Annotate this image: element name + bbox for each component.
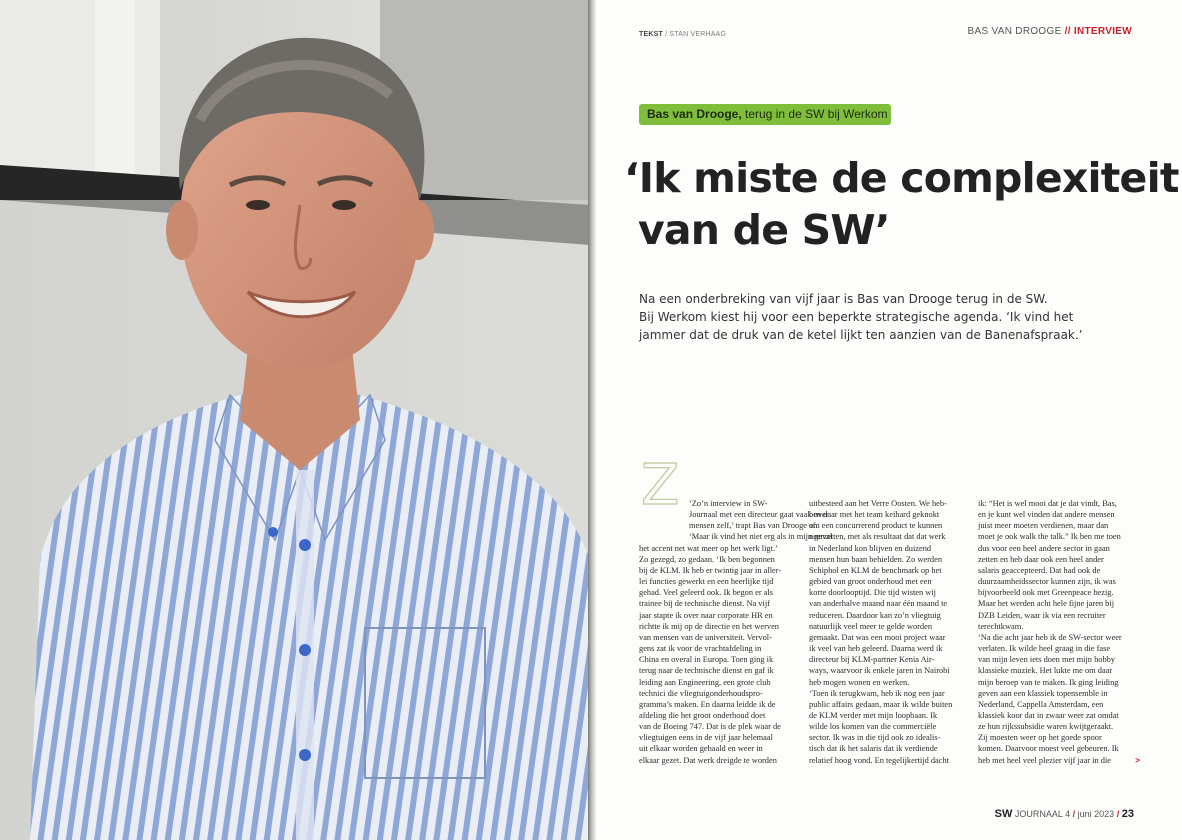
body-line: en je kunt wel vinden dat andere mensen [978,510,1115,520]
credit-slash: / [665,31,668,38]
body-column-2 [809,498,969,766]
body-line: trainee bij de technische dienst. Na vijf [639,599,770,609]
body-line: Zo gezegd, zo gedaan. ‘Ik ben begonnen [639,554,775,564]
body-line: Maar het werden acht hele fijne jaren bij [978,599,1115,609]
body-line: geven aan een klassiek topensemble in [978,688,1108,698]
body-line: korte doorlooptijd. Die tijd wisten wij [809,588,937,598]
body-line: dus voor een heel andere sector in gaan [978,543,1110,553]
footer-date: juni 2023 [1077,809,1115,819]
body-line: in Nederland kon blijven en duizend [809,543,932,553]
body-line: de KLM verder met mijn loopbaan. Ik [809,710,938,720]
body-line: afdeling die het groot onderhoud doet [639,710,766,720]
body-line: gramma’s maken. En daarna leidde ik de [639,699,776,709]
running-head-name: BAS VAN DROOGE [967,26,1062,37]
footer-journal: JOURNAAL 4 [1014,809,1071,819]
body-line: ‘Zo’n interview in SW- [689,499,768,508]
body-line: Zij moesten weer op het goede spoor [978,733,1102,743]
page-number: 23 [1121,808,1134,820]
body-line: Schiphol en KLM de benchmark op het [809,565,942,575]
body-line: het accent net wat meer op het werk ligt.’ [639,543,778,553]
subject-tag [639,104,891,125]
body-line: van mensen van de universiteit. Vervol- [639,632,772,642]
body-line: terug naar de technische dienst en gaf ik [639,666,774,676]
body-line: tisch dat ik het salaris dat ik verdiende [809,744,938,754]
page-footer [995,808,1134,820]
body-line: gens zat ik voor de vrachtafdeling in [639,644,762,654]
body-line: moet je ook walk the talk.” Ik ben me toen [978,532,1121,542]
body-line: mensen hun baan behielden. Zo werden [809,554,943,564]
author-credit [639,31,726,38]
body-line: lei functies gewerkt en een heerlijke tijd [639,577,774,587]
body-line: DZB Leiden, waar ik via een recruiter [978,610,1106,620]
body-line: ‘Toen ik terugkwam, heb ik nog een jaar [809,688,945,698]
subject-tag-name: Bas van Drooge, [647,107,742,121]
body-line: bij de KLM. Ik heb er twintig jaar in aller- [639,565,782,575]
body-line: relatief hoog vond. En tegelijkertijd dacht [809,755,950,765]
body-line: gebied van groot onderhoud met een [809,577,932,587]
body-line: ways, waarvoor ik enkele jaren in Nairobi [809,666,950,676]
body-line: sector. Ik was in die tijd ook zo idealis- [809,733,941,743]
body-column-3 [978,498,1140,766]
body-line: ik veel van heb geleerd. Daarna werd ik [809,644,943,654]
intro-line: jammer dat de druk van de ketel lijkt ten aanzien van de Banenafspraak.’ [639,328,1083,342]
body-line: elkaar gezet. Dat werk dreigde te worden [639,755,777,765]
running-head [968,26,1132,37]
body-line: salaris geaccepteerd. Dat had ook de [978,565,1101,575]
body-line: richtte ik mij op de directie en het werven [639,621,779,631]
dropcap-letter: Z [641,453,680,518]
body-line: mijn beroep van te maken. Ik ging leiding [978,677,1119,687]
intro-line: Bij Werkom kiest hij voor een beperkte strategische agenda. ‘Ik vind het [639,310,1074,324]
body-line: heb met heel veel plezier vijf jaar in die [978,755,1112,765]
footer-separator: / [1072,809,1076,819]
body-line: klassieke muziek. Het lukte me om daar [978,666,1113,676]
article-intro [639,290,1083,344]
body-line: klassiek koor dat in zwaar weer zat omdat [978,710,1119,720]
body-line: gemaakt. Dat was een mooi project waar [809,632,946,642]
body-line: bijvoorbeeld ook met Greenpeace bezig. [978,588,1114,598]
headline-line-1: ‘Ik miste de complexiteit [624,154,1179,202]
subject-tag-rest: terug in de SW bij Werkom [745,107,888,121]
body-line: ‘Na die acht jaar heb ik de SW-sector weer [978,632,1122,642]
body-line: natuurlijk veel meer te gelde worden [809,621,933,631]
body-line: uitbesteed aan het Verre Oosten. We heb- [809,499,947,508]
body-line: van de Boeing 747. Dat is de plek waar de [639,722,781,732]
portrait-illustration [0,0,590,840]
body-line: wilde los komen van die commerciële [809,722,937,732]
body-line: van anderhalve maand naar één maand te [809,599,948,609]
body-line: terechtkwam. [978,621,1024,631]
continue-marker: > [1135,754,1140,765]
body-line: reduceren. Daardoor kan zo’n vliegtuig [809,610,941,620]
body-line: gehad. Veel geleerd ook. Ik begon er als [639,588,774,598]
footer-separator: / [1116,809,1120,819]
credit-label: TEKST [639,31,663,38]
intro-line: Na een onderbreking van vijf jaar is Bas van Drooge terug in de SW. [639,292,1048,306]
headline-line-2: van de SW’ [638,206,890,254]
body-column-1 [639,498,833,766]
body-line: komen. Daarvoor moest veel gebeuren. Ik [978,744,1119,754]
body-line: directeur bij KLM-partner Kenia Air- [809,655,935,665]
body-line: uit elkaar worden gehaald en weer in [639,744,763,754]
body-line: ‘Maar ik vind het niet erg als in mijn geval [689,532,833,542]
body-line: heb mogen wonen en werken. [809,677,910,687]
article-headline [624,152,1179,256]
body-line: ik: “Het is wel mooi dat je dat vindt, Bas, [978,499,1117,508]
body-line: vliegtuigen eens in de vijf jaar helemaal [639,733,773,743]
spine-gutter [588,0,596,840]
body-line: Nederland, Cappella Amsterdam, een [978,699,1104,709]
body-line: ze hun rijkssubsidie waren kwijtgeraakt. [978,722,1114,732]
body-line: jaar stapte ik over naar corporate HR en [639,610,773,620]
running-head-section: INTERVIEW [1073,26,1132,37]
body-line: Journaal met een directeur gaat vaak over [689,510,829,520]
body-line: van mijn leven iets doen met mijn hobby [978,655,1116,665]
body-line: om een concurrerend product te kunnen [809,521,943,531]
body-line: technici die vliegtuigonderhoudspro- [639,688,763,698]
body-line: public affairs gedaan, maar ik wilde buiten [809,699,953,709]
body-line: zetten en heb daar ook een heel ander [978,554,1104,564]
body-line: ben daar met het team keihard geknokt [809,510,940,520]
article-page [596,0,1182,840]
body-line: neerzetten, met als resultaat dat dat werk [809,532,946,542]
body-line: leiding aan Engineering, een grote club [639,677,771,687]
body-line: duurzaamheidssector kunnen zijn, ik was [978,577,1116,587]
credit-name: STAN VERHAAG [669,31,727,38]
portrait-photo [0,0,590,840]
body-line: China en overal in Europa. Toen ging ik [639,655,774,665]
article-body [639,453,1140,788]
body-line: mensen zelf,’ trapt Bas van Drooge af. [689,521,818,531]
body-line: verlaten. Ik wilde heel graag in die fase [978,644,1111,654]
body-line: juist meer moeten verdienen, maar dan [978,521,1109,531]
running-head-separator: // [1064,26,1071,37]
footer-brand: SW [994,808,1013,820]
